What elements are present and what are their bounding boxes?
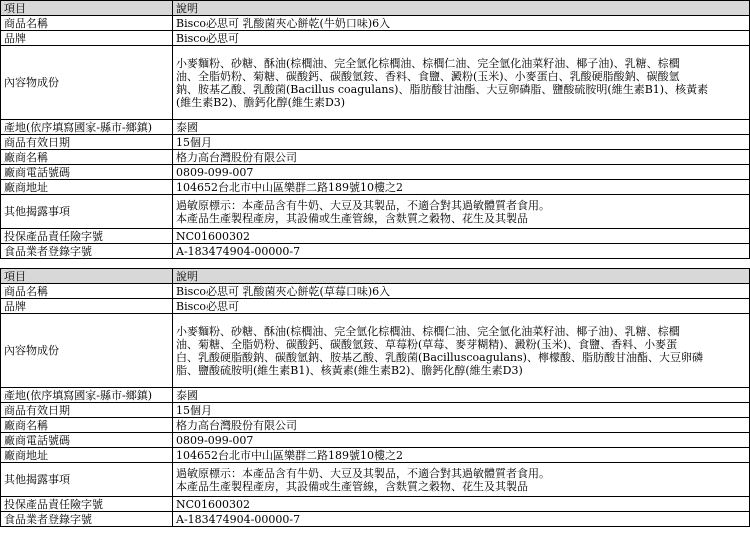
registration-row (1, 512, 750, 527)
vendor-label: 廠商名稱 (1, 150, 173, 165)
ingredients-line: 油、全脂奶粉、菊糖、碳酸鈣、碳酸氫銨、香料、食鹽、澱粉(玉米)、小麥蛋白、乳酸硬脂酸鈉、碳酸氫 (176, 69, 680, 83)
product-name-row (1, 16, 750, 31)
ingredients-line: 鈉、胺基乙酸、乳酸菌(Bacillus coagulans)、脂肪酸甘油酯、大豆卵磷脂、鹽酸硫胺明(維生素B1)、核黃素 (176, 82, 709, 96)
ingredients-label: 內容物成份 (1, 314, 173, 388)
ingredients-line: 小麥麵粉、砂糖、酥油(棕櫚油、完全氫化棕櫚油、棕櫚仁油、完全氫化油菜籽油、椰子油)、乳糖、棕櫚 (176, 56, 680, 70)
registration-label: 食品業者登錄字號 (1, 244, 173, 259)
address-value: 104652台北市中山區樂群二路189號10樓之2 (173, 180, 750, 195)
brand-label: 品牌 (1, 31, 173, 46)
product-name-value: Bisco必思可 乳酸菌夾心餅乾(草莓口味)6入 (173, 284, 750, 299)
ingredients-line: (維生素B2)、膽鈣化醇(維生素D3) (176, 95, 346, 109)
product-name-value: Bisco必思可 乳酸菌夾心餅乾(牛奶口味)6入 (173, 16, 750, 31)
other-disclosure-label: 其他揭露事項 (1, 195, 173, 229)
registration-row (1, 244, 750, 259)
header-description: 說明 (173, 1, 750, 16)
brand-row (1, 31, 750, 46)
insurance-row (1, 229, 750, 244)
product-name-row (1, 284, 750, 299)
ingredients-line: 脂、鹽酸硫胺明(維生素B1)、核黃素(維生素B2)、膽鈣化醇(維生素D3) (176, 363, 523, 377)
facility-line: 本產品生產製程產房，其設備或生產管線，含麩質之穀物、花生及其製品 (176, 211, 528, 225)
allergen-line: 過敏原標示：本產品含有牛奶、大豆及其製品，不適合對其過敏體質者食用。 (176, 198, 550, 212)
phone-value: 0809-099-007 (173, 433, 750, 448)
address-label: 廠商地址 (1, 180, 173, 195)
product-spec-table-2 (0, 268, 750, 527)
other-disclosure-row (1, 463, 750, 497)
shelf-life-value: 15個月 (173, 403, 750, 418)
brand-value: Bisco必思可 (173, 31, 750, 46)
vendor-value: 格力高台灣股份有限公司 (173, 150, 750, 165)
brand-row (1, 299, 750, 314)
address-row (1, 180, 750, 195)
brand-value: Bisco必思可 (173, 299, 750, 314)
brand-label: 品牌 (1, 299, 173, 314)
other-disclosure-value (173, 195, 750, 229)
address-value: 104652台北市中山區樂群二路189號10樓之2 (173, 448, 750, 463)
vendor-row (1, 150, 750, 165)
insurance-value: NC01600302 (173, 229, 750, 244)
phone-row (1, 165, 750, 180)
ingredients-row (1, 314, 750, 388)
shelf-life-value: 15個月 (173, 135, 750, 150)
ingredients-line: 白、乳酸硬脂酸鈉、碳酸氫鈉、胺基乙酸、乳酸菌(Bacilluscoagulans)、檸檬酸、脂肪酸甘油酯、大豆卵磷 (176, 350, 703, 364)
ingredients-line: 油、菊糖、全脂奶粉、碳酸鈣、碳酸氫銨、草莓粉(草莓、麥芽糊精)、澱粉(玉米)、食鹽、香料、小麥蛋 (176, 337, 678, 351)
ingredients-value (173, 46, 750, 120)
origin-value: 泰國 (173, 120, 750, 135)
product-spec-table-1 (0, 0, 750, 259)
address-label: 廠商地址 (1, 448, 173, 463)
registration-label: 食品業者登錄字號 (1, 512, 173, 527)
ingredients-line: 小麥麵粉、砂糖、酥油(棕櫚油、完全氫化棕櫚油、棕櫚仁油、完全氫化油菜籽油、椰子油)、乳糖、棕櫚 (176, 324, 680, 338)
ingredients-label: 內容物成份 (1, 46, 173, 120)
insurance-label: 投保產品責任險字號 (1, 497, 173, 512)
phone-value: 0809-099-007 (173, 165, 750, 180)
registration-value: A-183474904-00000-7 (173, 512, 750, 527)
header-description: 說明 (173, 269, 750, 284)
insurance-value: NC01600302 (173, 497, 750, 512)
allergen-line: 過敏原標示：本產品含有牛奶、大豆及其製品，不適合對其過敏體質者食用。 (176, 466, 550, 480)
address-row (1, 448, 750, 463)
origin-label: 產地(依序填寫國家-縣市-鄉鎮) (1, 120, 173, 135)
header-item: 項目 (1, 269, 173, 284)
header-row (1, 1, 750, 16)
vendor-value: 格力高台灣股份有限公司 (173, 418, 750, 433)
facility-line: 本產品生產製程產房，其設備或生產管線，含麩質之穀物、花生及其製品 (176, 479, 528, 493)
insurance-row (1, 497, 750, 512)
other-disclosure-label: 其他揭露事項 (1, 463, 173, 497)
insurance-label: 投保產品責任險字號 (1, 229, 173, 244)
ingredients-value (173, 314, 750, 388)
shelf-life-label: 商品有效日期 (1, 403, 173, 418)
origin-row (1, 120, 750, 135)
vendor-row (1, 418, 750, 433)
origin-label: 產地(依序填寫國家-縣市-鄉鎮) (1, 388, 173, 403)
header-row (1, 269, 750, 284)
phone-label: 廠商電話號碼 (1, 165, 173, 180)
other-disclosure-row (1, 195, 750, 229)
phone-label: 廠商電話號碼 (1, 433, 173, 448)
origin-value: 泰國 (173, 388, 750, 403)
registration-value: A-183474904-00000-7 (173, 244, 750, 259)
product-name-label: 商品名稱 (1, 16, 173, 31)
ingredients-row (1, 46, 750, 120)
header-item: 項目 (1, 1, 173, 16)
shelf-life-row (1, 135, 750, 150)
origin-row (1, 388, 750, 403)
vendor-label: 廠商名稱 (1, 418, 173, 433)
shelf-life-label: 商品有效日期 (1, 135, 173, 150)
product-name-label: 商品名稱 (1, 284, 173, 299)
shelf-life-row (1, 403, 750, 418)
other-disclosure-value (173, 463, 750, 497)
phone-row (1, 433, 750, 448)
